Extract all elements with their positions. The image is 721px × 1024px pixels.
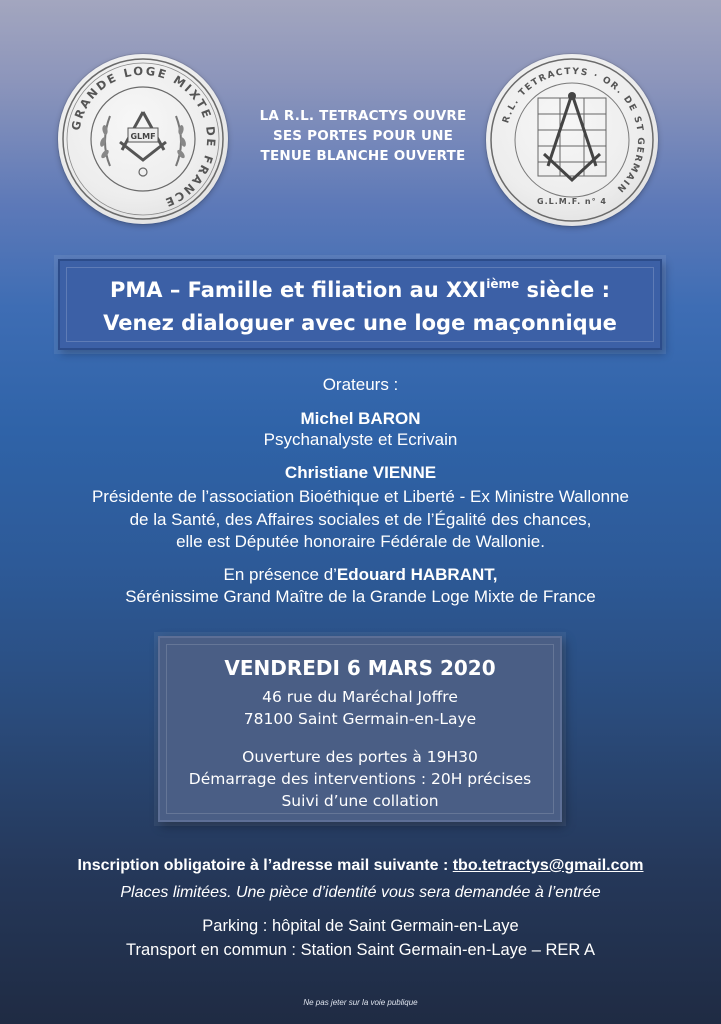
event-details-box	[158, 636, 562, 822]
presence-role: Sérénissime Grand Maître de la Grande Loge Mixte de France	[125, 587, 596, 606]
speaker-1-name: Michel BARON	[300, 409, 421, 428]
event-start-time: Démarrage des interventions : 20H précises	[188, 770, 532, 788]
speaker-2-role-line-1: Présidente de l’association Bioéthique et Liberté - Ex Ministre Wallonne	[91, 487, 630, 506]
glmf-ring-text: GRANDE LOGE MIXTE DE FRANCE	[68, 63, 219, 211]
title-line-2: Venez dialoguer avec une loge maçonnique	[103, 311, 617, 335]
transport-info: Transport en commun : Station Saint Germain-en-Laye – RER A	[126, 941, 595, 959]
registration-text: Inscription obligatoire à l’adresse mail suivante :	[77, 857, 453, 874]
glmf-center-text: GLMF	[130, 132, 156, 141]
title-line-1-main: PMA – Famille et filiation au XXI	[109, 278, 487, 302]
svg-text:R.L. TETRACTYS · OR. DE ST GER	[501, 67, 645, 195]
tetractys-ring-text: R.L. TETRACTYS · OR. DE ST GERMAIN	[501, 66, 646, 195]
disclaimer-text: Ne pas jeter sur la voie publique	[303, 998, 418, 1007]
title-line-1-end: siècle :	[519, 278, 611, 302]
parking-info: Parking : hôpital de Saint Germain-en-Laye	[202, 917, 519, 935]
speakers-heading: Orateurs :	[322, 375, 399, 394]
event-address-line-2: 78100 Saint Germain-en-Laye	[243, 710, 477, 728]
event-collation: Suivi d’une collation	[281, 792, 439, 810]
event-date: VENDREDI 6 MARS 2020	[224, 656, 496, 680]
intro-heading	[240, 106, 486, 166]
registration-line	[0, 857, 721, 875]
title-line-1	[60, 277, 660, 302]
registration-email-link[interactable]: tbo.tetractys@gmail.com	[452, 857, 644, 874]
presence-prefix: En présence d’	[223, 565, 337, 584]
tetractys-seal-logo	[486, 54, 658, 226]
intro-line-1: LA R.L. TETRACTYS OUVRE	[259, 108, 467, 124]
intro-line-3: TENUE BLANCHE OUVERTE	[260, 148, 466, 164]
event-address-line-1: 46 rue du Maréchal Joffre	[262, 688, 458, 706]
glmf-seal-logo	[58, 54, 228, 224]
speaker-2-role-line-2: de la Santé, des Affaires sociales et de l’Égalité des chances,	[129, 510, 592, 529]
limited-seats-notice: Places limitées. Une pièce d’identité vous sera demandée à l’entrée	[120, 884, 601, 901]
title-superscript: ième	[486, 277, 520, 291]
title-banner	[58, 259, 662, 350]
intro-line-2: SES PORTES POUR UNE	[272, 128, 454, 144]
speaker-2-name: Christiane VIENNE	[284, 463, 437, 482]
presence-line	[0, 564, 721, 586]
presence-name: Edouard HABRANT,	[336, 565, 498, 584]
event-doors-time: Ouverture des portes à 19H30	[242, 748, 478, 766]
tetractys-bottom-text: G.L.M.F. n° 4	[537, 197, 607, 206]
speaker-1-role: Psychanalyste et Ecrivain	[263, 430, 458, 449]
speaker-2-role-line-3: elle est Députée honoraire Fédérale de Wallonie.	[176, 532, 545, 551]
